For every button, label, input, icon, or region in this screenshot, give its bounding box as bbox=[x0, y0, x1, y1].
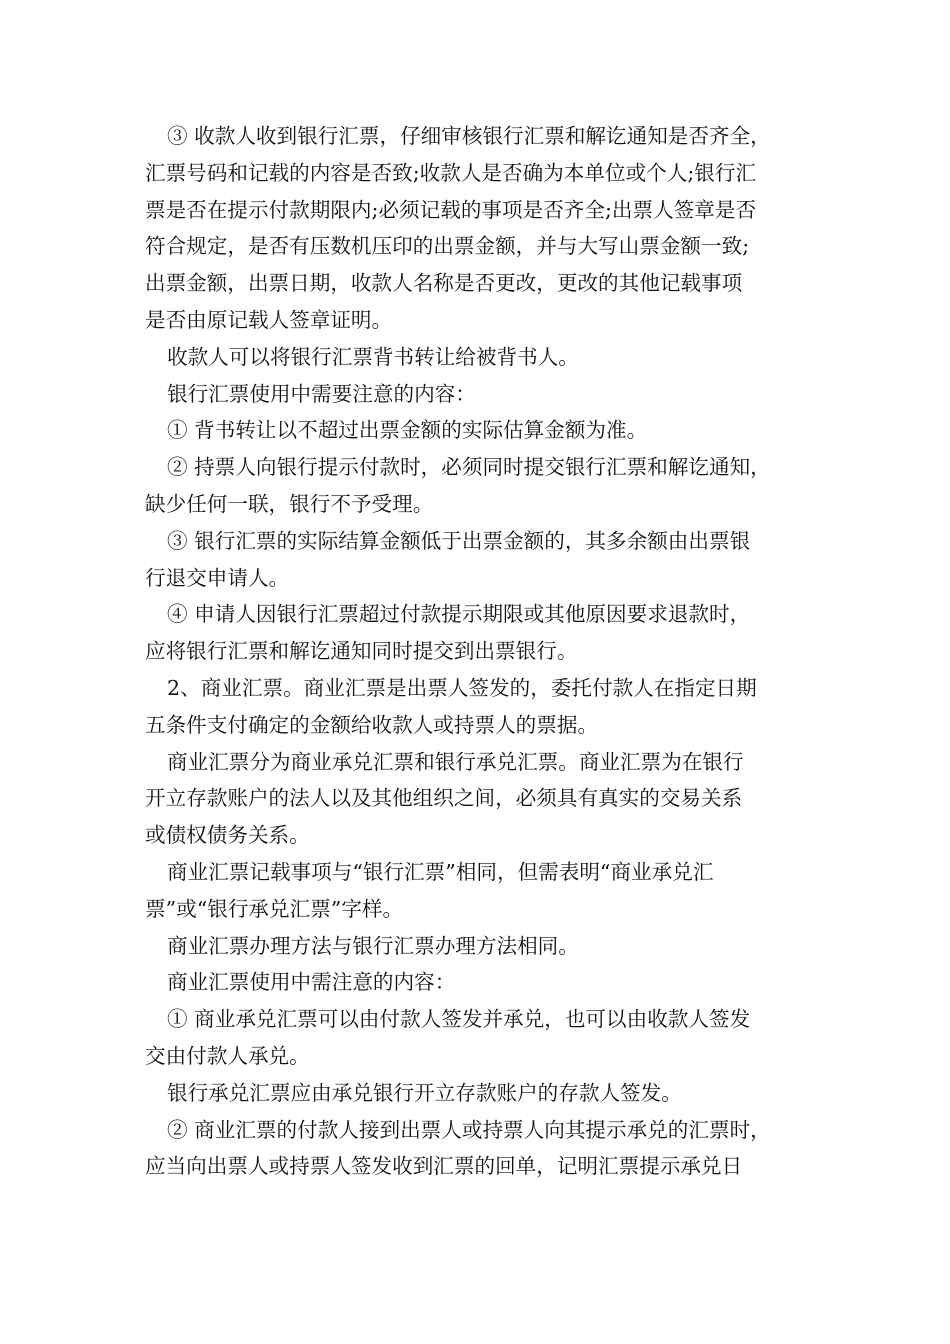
text-line: 票”或“银行承兑汇票”字样。 bbox=[145, 896, 404, 921]
text-line: ③ 收款人收到银行汇票，仔细审核银行汇票和解讫通知是否齐全， bbox=[167, 124, 771, 148]
text-line: 商业汇票办理方法与银行汇票办理方法相同。 bbox=[167, 933, 579, 958]
text-line: 商业汇票分为商业承兑汇票和银行承兑汇票。商业汇票为在银行 bbox=[167, 749, 744, 774]
text-line: 交由付款人承兑。 bbox=[145, 1043, 310, 1068]
text-line: 2、商业汇票。商业汇票是出票人签发的，委托付款人在指定日期 bbox=[167, 675, 757, 700]
document-body bbox=[145, 118, 815, 1185]
text-line: 银行承兑汇票应由承兑银行开立存款账户的存款人签发。 bbox=[167, 1080, 682, 1105]
text-line: 票是否在提示付款期限内;必须记载的事项是否齐全;出票人签章是否 bbox=[145, 197, 757, 222]
text-line: 银行汇票使用中需要注意的内容： bbox=[167, 381, 476, 406]
text-line: 符合规定，是否有压数机压印的出票金额，并与大写山票金额一致; bbox=[145, 234, 750, 259]
text-line: ② 商业汇票的付款人接到出票人或持票人向其提示承兑的汇票时， bbox=[167, 1117, 771, 1142]
text-line: 收款人可以将银行汇票背书转让给被背书人。 bbox=[167, 344, 579, 369]
text-line: ② 持票人向银行提示付款时，必须同时提交银行汇票和解讫通知， bbox=[167, 455, 771, 480]
text-line: ④ 申请人因银行汇票超过付款提示期限或其他原因要求退款时， bbox=[167, 602, 751, 627]
text-line: 出票金额，出票日期，收款人名称是否更改，更改的其他记载事项 bbox=[145, 271, 743, 296]
text-line: 汇票号码和记载的内容是否致;收款人是否确为本单位或个人;银行汇 bbox=[145, 160, 757, 185]
text-line: ① 商业承兑汇票可以由付款人签发并承兑，也可以由收款人签发 bbox=[167, 1007, 751, 1032]
text-line: 商业汇票使用中需注意的内容： bbox=[167, 970, 456, 995]
text-line: 开立存款账户的法人以及其他组织之间，必须具有真实的交易关系 bbox=[145, 786, 743, 811]
text-line: ③ 银行汇票的实际结算金额低于出票金额的，其多余额由出票银 bbox=[167, 528, 751, 553]
text-line: 是否由原记载人签章证明。 bbox=[145, 307, 393, 332]
text-line: 行退交申请人。 bbox=[145, 565, 290, 590]
text-line: 或债权债务关系。 bbox=[145, 823, 310, 848]
text-line: 商业汇票记载事项与“银行汇票”相同，但需表明“商业承兑汇 bbox=[167, 859, 714, 884]
text-line: 应当向出票人或持票人签发收到汇票的回单，记明汇票提示承兑日 bbox=[145, 1154, 743, 1179]
text-line: ① 背书转让以不超过出票金额的实际估算金额为准。 bbox=[167, 418, 648, 443]
text-line: 五条件支付确定的金额给收款人或持票人的票据。 bbox=[145, 712, 599, 737]
text-line: 缺少任何一联，银行不予受理。 bbox=[145, 491, 434, 516]
text-line: 应将银行汇票和解讫通知同时提交到出票银行。 bbox=[145, 639, 578, 664]
